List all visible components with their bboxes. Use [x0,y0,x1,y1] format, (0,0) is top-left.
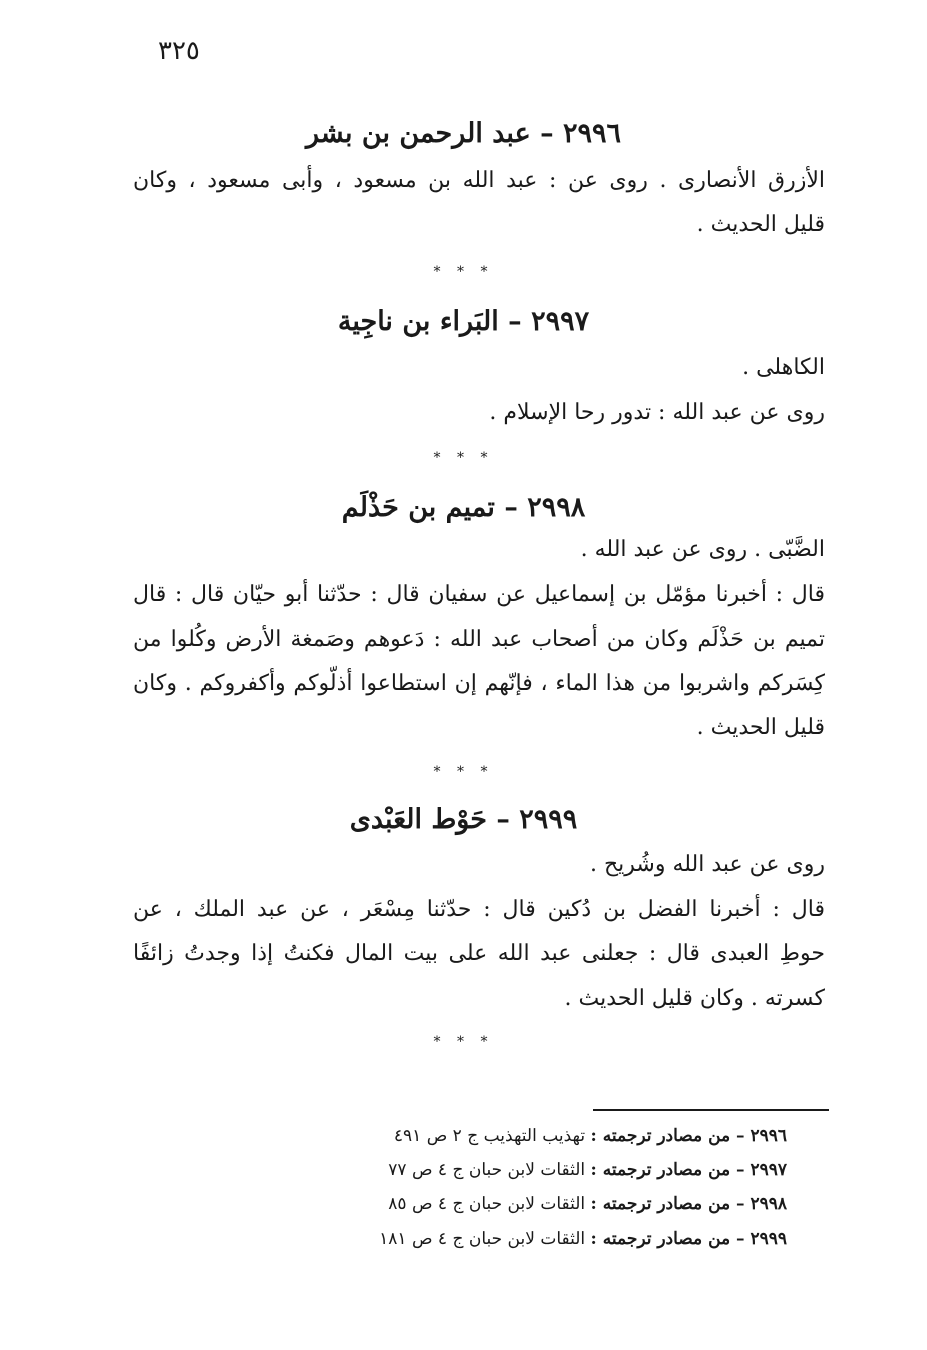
entry-2999-line-1: روى عن عبد الله وشُريح . [589,852,825,877]
entry-2998-line-3: تميم بن حَذْلَم وكان من أصحاب عبد الله : دَعوهم وصَمغة الأرض وكُلوا من [133,627,825,652]
entry-2999-line-3: حوطِ العبدى قال : جعلنى عبد الله على بيت المال فكنتُ إذا وجدتُ زائفًا [133,941,825,966]
footnote-rule [593,1109,829,1111]
section-separator: * * * [433,450,494,466]
entry-2998-line-4: كِسَركم واشربوا من هذا الماء ، فإنّهم إن استطاعوا أذلّوكم وأكفروكم . وكان [133,671,825,696]
entry-2997-line-1: الكاهلى . [742,355,825,380]
footnote-text: تهذيب التهذيب ج ٢ ص ٤٩١ [393,1126,586,1146]
page-number: ٣٢٥ [158,36,200,66]
section-separator: * * * [433,264,494,280]
entry-heading-2998: ٢٩٩٨ – تميم بن حَذْلَم [341,492,586,523]
entry-2998-line-2: قال : أخبرنا مؤمّل بن إسماعيل عن سفيان قال : حدّثنا أبو حيّان قال : قال [133,582,825,607]
footnote-2998 [388,1194,787,1214]
entry-2998-line-1: الضَّبّى . روى عن عبد الله . [580,537,825,562]
footnote-label: ٢٩٩٧ – من مصادر ترجمته : [590,1160,787,1180]
footnote-text: الثقات لابن حبان ج ٤ ص ١٨١ [379,1229,586,1249]
entry-2996-line-2: قليل الحديث . [696,212,825,237]
footnote-label: ٢٩٩٦ – من مصادر ترجمته : [590,1126,787,1146]
section-separator: * * * [433,764,494,780]
entry-heading-2997: ٢٩٩٧ – البَراء بن ناجِية [337,306,590,337]
entry-2997-line-2: روى عن عبد الله : تدور رحا الإسلام . [489,400,825,425]
footnote-2999 [379,1229,787,1249]
entry-2999-line-2: قال : أخبرنا الفضل بن دُكين قال : حدّثنا مِسْعَر ، عن عبد الملك ، عن [133,897,825,922]
entry-2996-line-1: الأزرق الأنصارى . روى عن : عبد الله بن مسعود ، وأبى مسعود ، وكان [133,168,825,193]
footnote-2996 [394,1126,787,1146]
entry-2998-line-5: قليل الحديث . [696,715,825,740]
footnote-text: الثقات لابن حبان ج ٤ ص ٧٧ [388,1160,586,1180]
entry-2999-line-4: كسرته . وكان قليل الحديث . [564,986,825,1011]
footnote-label: ٢٩٩٩ – من مصادر ترجمته : [590,1229,787,1249]
entry-heading-2999: ٢٩٩٩ – حَوْط العَبْدى [349,804,578,835]
entry-heading-2996: ٢٩٩٦ – عبد الرحمن بن بشر [306,118,621,149]
footnote-text: الثقات لابن حبان ج ٤ ص ٨٥ [388,1194,586,1214]
footnote-label: ٢٩٩٨ – من مصادر ترجمته : [590,1194,787,1214]
footnote-2997 [388,1160,787,1180]
section-separator: * * * [433,1034,494,1050]
